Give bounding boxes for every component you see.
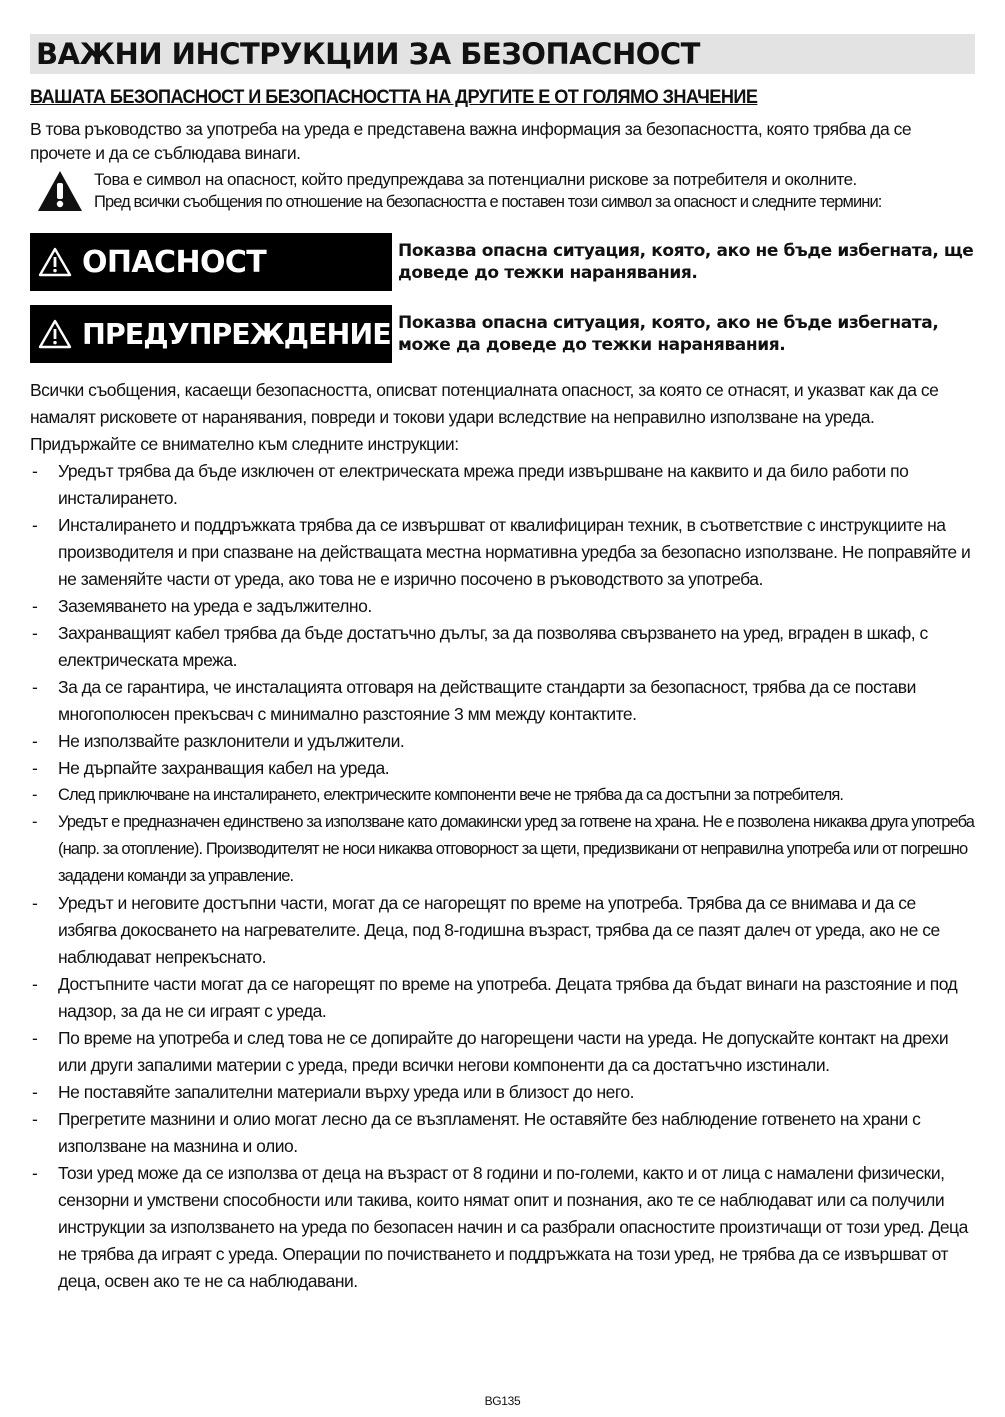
signal-danger bbox=[30, 233, 975, 291]
warning-triangle-icon bbox=[36, 169, 84, 213]
list-item: - Не дърпайте захранващия кабел на уреда. bbox=[30, 755, 975, 782]
list-item: - Уредът трябва да бъде изключен от електрическата мрежа преди извършване на каквито и да било работи по инсталирането. bbox=[30, 458, 975, 512]
danger-label: ОПАСНОСТ bbox=[82, 244, 267, 280]
body-paragraph: Всички съобщения, касаещи безопасността, описват потенциалната опасност, за която се отнасят, и указват как да се намалят рисковете от наранявания, повреди и токови удари вследствие на неправилно използване на уреда. Придържайте се внимателно към следните инструкции: bbox=[30, 380, 939, 454]
page-title: ВАЖНИ ИНСТРУКЦИИ ЗА БЕЗОПАСНОСТ bbox=[36, 37, 700, 71]
danger-label-box bbox=[30, 233, 392, 291]
instruction-list bbox=[30, 458, 975, 1295]
page-code: BG135 bbox=[484, 1394, 521, 1408]
list-item: - Уредът е предназначен единствено за използване като домакински уред за готвене на храна. Не е позволена никаква друга употреба (напр. за отопление). Производителят не носи никаква отговорност за щети, предизвикани от неправилна употреба или от погрешно зададени команди за управление. bbox=[30, 809, 975, 890]
list-item: - След приключване на инсталирането, електрическите компоненти вече не трябва да са достъпни за потребителя. bbox=[30, 782, 975, 809]
list-item: - Прегретите мазнини и олио могат лесно да се възпламенят. Не оставяйте без наблюдение готвенето на храни с използване на мазнина и олио. bbox=[30, 1106, 975, 1160]
symbol-note-line-2: Пред всички съобщения по отношение на безопасността е поставен този символ за опасност и следните термини: bbox=[94, 193, 882, 211]
list-item: - Заземяването на уреда е задължително. bbox=[30, 593, 975, 620]
list-item: - Достъпните части могат да се нагорещят по време на употреба. Децата трябва да бъдат винаги на разстояние и под надзор, за да не си играят с уреда. bbox=[30, 971, 975, 1025]
list-item: - По време на употреба и след това не се допирайте до нагорещени части на уреда. Не допускайте контакт на дрехи или други запалими материи с уреда, преди всички негови компоненти да са достатъчно изстинали. bbox=[30, 1025, 975, 1079]
danger-description: Показва опасна ситуация, която, ако не бъде избегната, ще доведе до тежки наранявания. bbox=[398, 241, 974, 283]
intro-paragraph: В това ръководство за употреба на уреда е представена важна информация за безопасността, която трябва да се прочете и да се съблюдава винаги. bbox=[30, 119, 912, 163]
list-item: - За да се гарантира, че инсталацията отговаря на действащите стандарти за безопасност, трябва да се постави многополюсен прекъсвач с минимално разстояние 3 мм между контактите. bbox=[30, 674, 975, 728]
list-item: - Не използвайте разклонители и удължители. bbox=[30, 728, 975, 755]
title-bar bbox=[30, 34, 975, 74]
list-item: - Уредът и неговите достъпни части, могат да се нагорещят по време на употреба. Трябва да се внимава и да се избягва докосването на нагревателите. Деца, под 8-годишна възраст, трябва да се пазят далеч от уреда, ако не се наблюдават непрекъснато. bbox=[30, 890, 975, 971]
list-item: - Не поставяйте запалителни материали върху уреда или в близост до него. bbox=[30, 1079, 975, 1106]
symbol-note-line-1: Това е символ на опасност, който предупреждава за потенциални рискове за потребителя и околните. bbox=[94, 170, 857, 189]
safety-page bbox=[30, 34, 975, 1295]
warning-outline-icon bbox=[38, 247, 72, 277]
list-item: - Захранващият кабел трябва да бъде достатъчно дълъг, за да позволява свързването на уред, вграден в шкаф, с електрическата мрежа. bbox=[30, 620, 975, 674]
list-item: - Този уред може да се използва от деца на възраст от 8 години и по-големи, както и от лица с намалени физически, сензорни и умствени способности или такива, които нямат опит и познания, ако те се наблюдават или са получили инструкции за използването на уреда по безопасен начин и са разбрали опасностите произтичащи от този уред. Деца не трябва да играят с уреда. Операции по почистването и поддръжката на този уред, не трябва да се извършват от деца, освен ако те не са наблюдавани. bbox=[30, 1160, 975, 1295]
warning-outline-icon bbox=[38, 319, 72, 349]
list-item: - Инсталирането и поддръжката трябва да се извършват от квалифициран техник, в съответствие с инструкциите на производителя и при спазване на действащата местна нормативна уредба за безопасно използване. Не поправяйте и не заменяйте части от уреда, ако това не е изрично посочено в ръководството за употреба. bbox=[30, 512, 975, 593]
warning-description: Показва опасна ситуация, която, ако не бъде избегната, може да доведе до тежки наранявания. bbox=[398, 313, 939, 355]
signal-warning bbox=[30, 305, 975, 363]
section-subtitle: ВАШАТА БЕЗОПАСНОСТ И БЕЗОПАСНОСТТА НА ДРУГИТЕ Е ОТ ГОЛЯМО ЗНАЧЕНИЕ bbox=[30, 86, 758, 108]
hazard-symbol-note bbox=[36, 169, 975, 213]
warning-label-box bbox=[30, 305, 392, 363]
warning-label: ПРЕДУПРЕЖДЕНИЕ bbox=[82, 317, 391, 351]
